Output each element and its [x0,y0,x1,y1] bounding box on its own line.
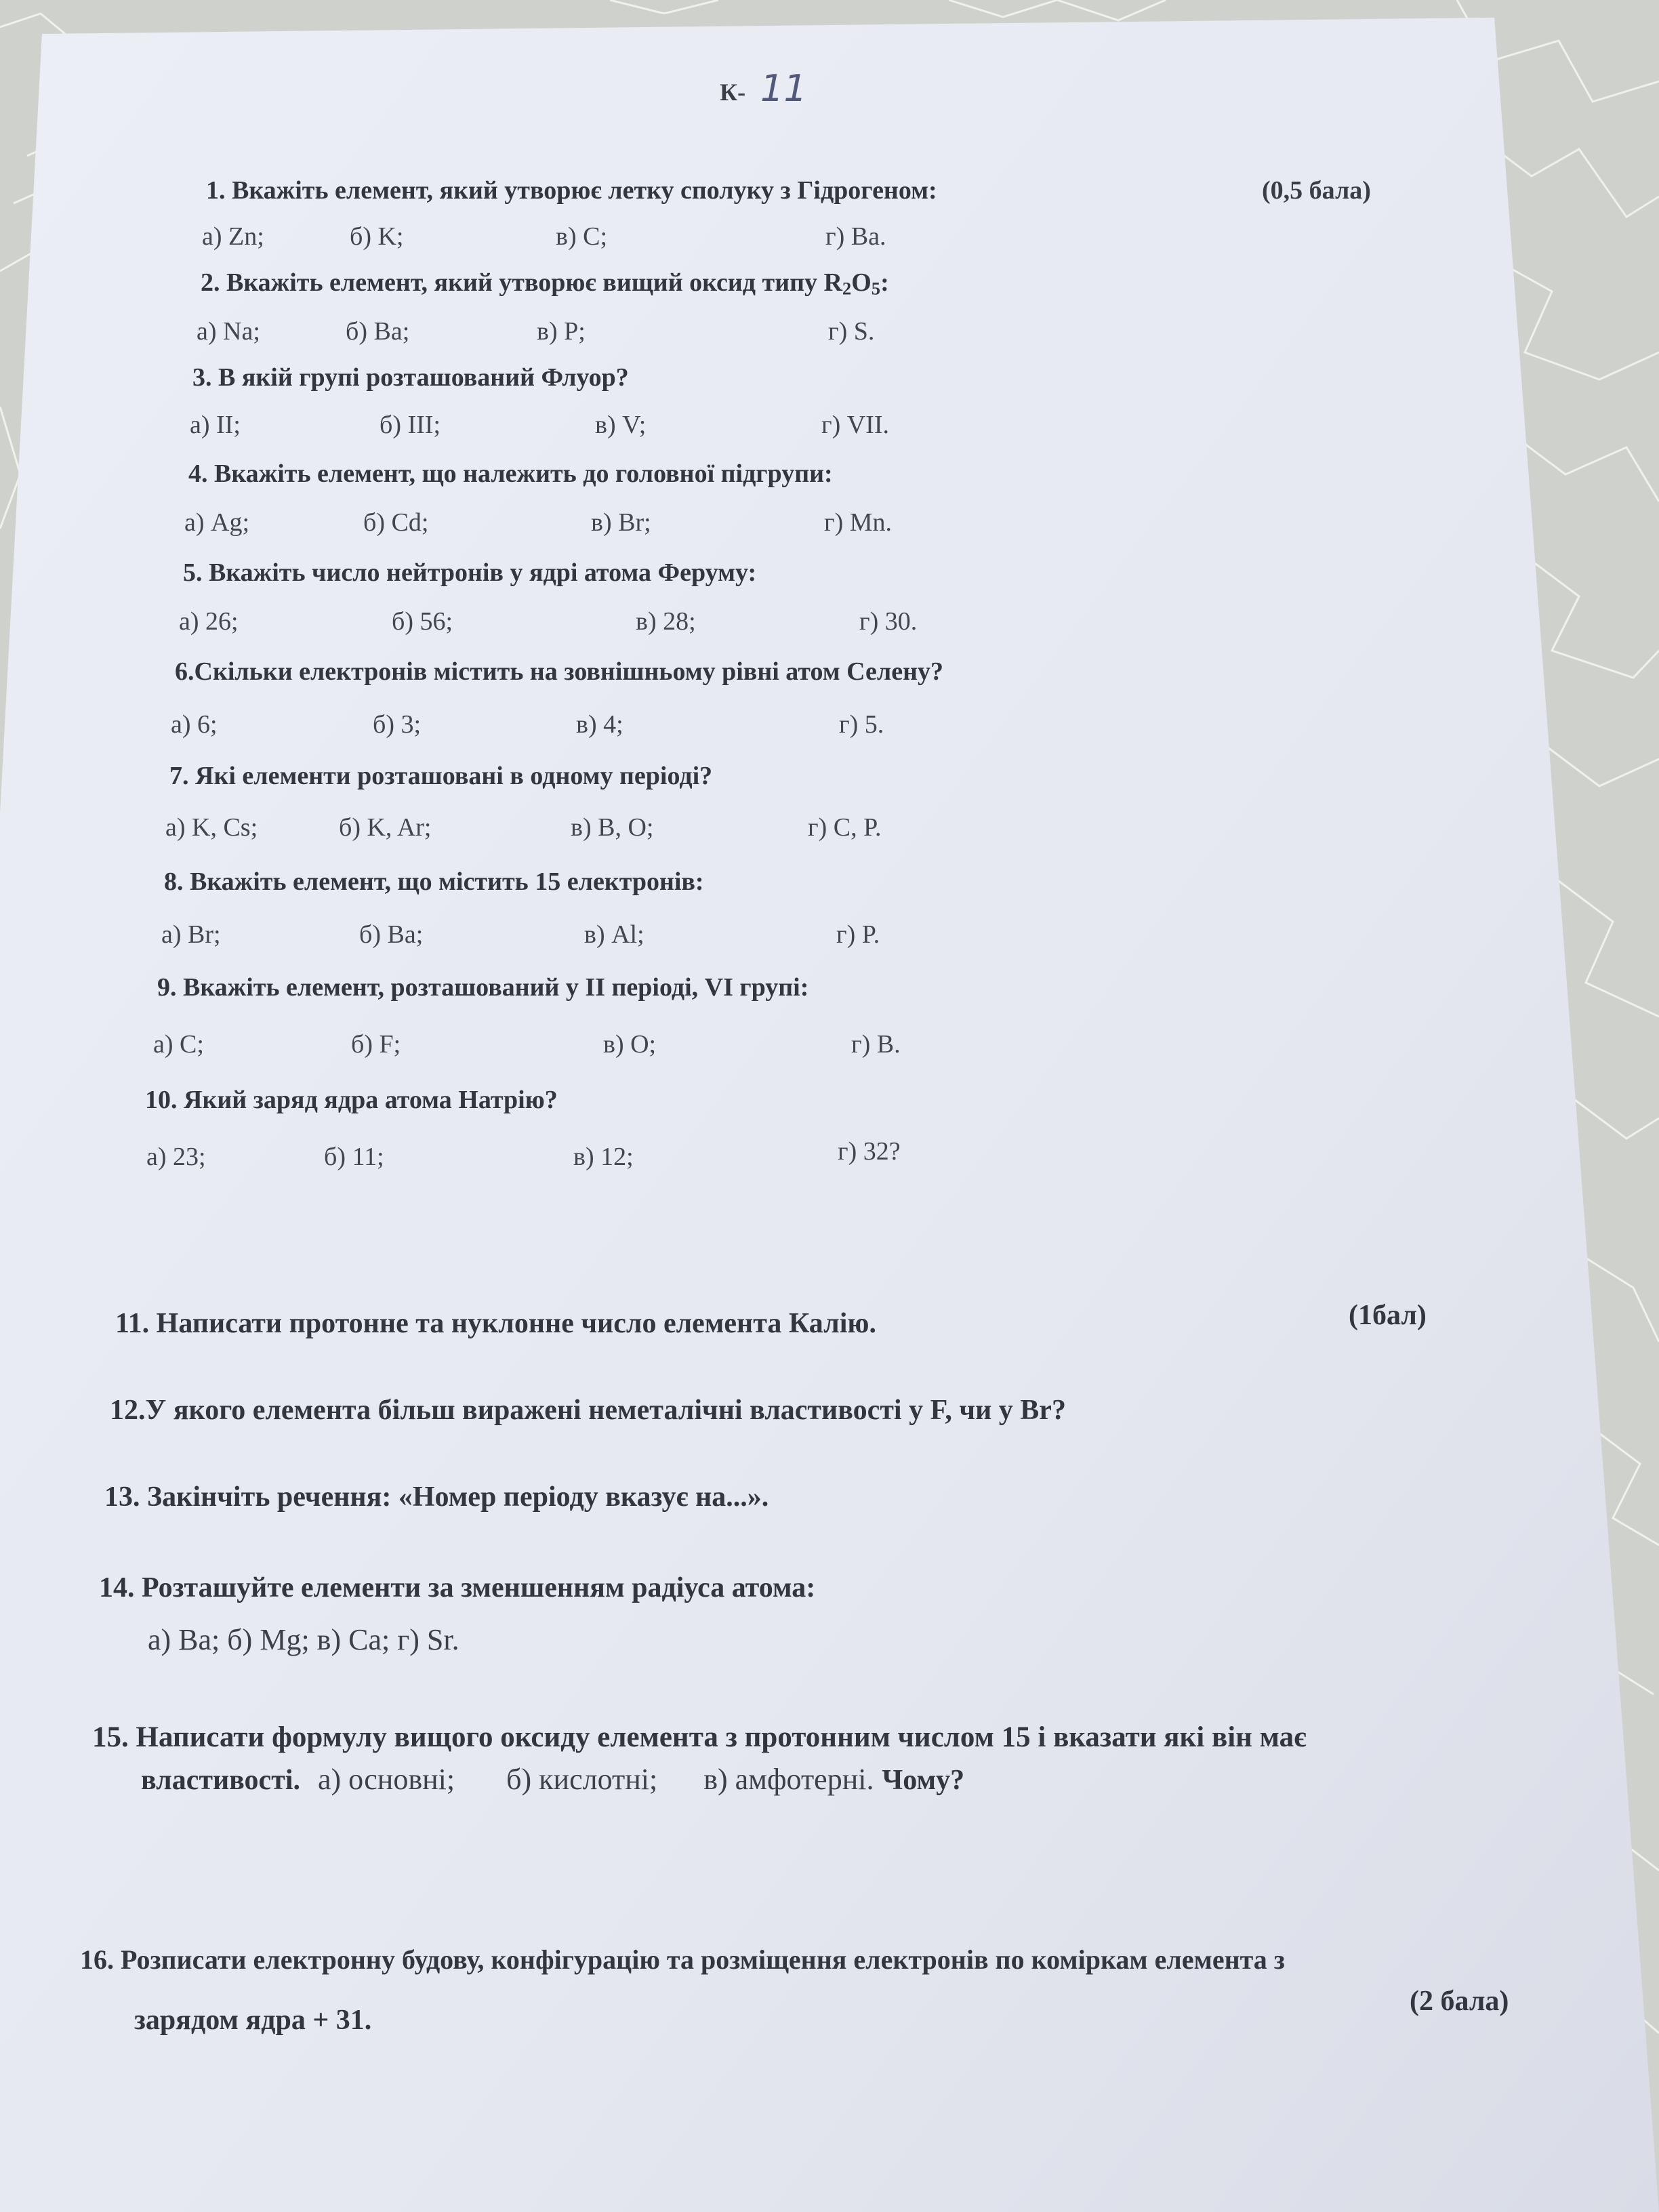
question-2 [201,270,889,298]
q7-option-a: а) K, Cs; [165,813,258,842]
question-13: 13. Закінчіть речення: «Номер періоду вказує на...». [104,1481,769,1513]
question-8: 8. Вкажіть елемент, що містить 15 електронів: [164,867,704,896]
question-16-points: (2 бала) [1410,1986,1509,2017]
question-15-line-2 [141,1765,964,1795]
question-2-text: 2. Вкажіть елемент, який утворює вищий оксид типу R [201,268,842,297]
question-16-line-2: зарядом ядра + 31. [134,2005,372,2036]
question-11-points: (1бал) [1349,1300,1427,1331]
q2-option-d: г) S. [828,317,875,346]
q5-option-a: а) 26; [179,607,239,636]
q1-option-c: в) C; [556,222,607,251]
question-16-line-1: 16. Розписати електронну будову, конфігурацію та розміщення електронів по коміркам елемента з [80,1944,1285,1975]
q2-option-b: б) Ba; [346,317,410,346]
question-1-points: (0,5 бала) [1262,176,1371,205]
question-14: 14. Розташуйте елементи за зменшенням радіуса атома: [99,1572,816,1603]
q8-option-d: г) P. [836,920,880,949]
q9-option-b: б) F; [351,1030,401,1059]
question-2-mid: O [851,268,872,297]
q2-option-a: а) Na; [197,317,260,346]
question-1: 1. Вкажіть елемент, який утворює летку сполуку з Гідрогеном: [206,176,937,205]
question-3: 3. В якій групі розташований Флуор? [192,363,629,392]
q10-option-b: б) 11; [324,1143,384,1171]
header-handwritten-number: 11 [760,67,807,110]
question-4: 4. Вкажіть елемент, що належить до головної підгрупи: [188,459,833,488]
q4-option-c: в) Br; [591,508,651,537]
question-7: 7. Які елементи розташовані в одному періоді? [169,762,713,790]
question-11: 11. Написати протонне та нуклонне число елемента Калію. [115,1308,876,1339]
question-14-options: а) Ba; б) Mg; в) Ca; г) Sr. [148,1623,459,1656]
q10-option-d: г) 32? [838,1137,901,1166]
q9-option-c: в) O; [603,1030,657,1059]
question-9: 9. Вкажіть елемент, розташований у II періоді, VI групі: [157,973,809,1002]
question-10: 10. Який заряд ядра атома Натрію? [145,1086,558,1114]
q4-option-b: б) Cd; [363,508,429,537]
q8-option-b: б) Ba; [359,920,424,949]
q3-option-d: г) VII. [821,411,889,439]
q6-option-a: а) 6; [171,710,218,739]
q4-option-d: г) Mn. [824,508,893,537]
q9-option-a: а) C; [153,1030,204,1059]
question-12: 12.У якого елемента більш виражені неметалічні властивості у F, чи у Br? [110,1395,1066,1426]
question-15-why: Чому? [882,1765,965,1796]
q6-option-b: б) 3; [373,710,422,739]
question-15-line-1: 15. Написати формулу вищого оксиду елемента з протонним числом 15 і вказати які він має [92,1721,1307,1753]
q7-option-c: в) B, O; [571,813,654,842]
q6-option-c: в) 4; [576,710,623,739]
q4-option-a: а) Ag; [184,508,250,537]
q1-option-a: а) Zn; [202,222,264,251]
q8-option-a: а) Br; [161,920,221,949]
question-15-properties-word: властивості. [141,1765,300,1796]
question-15-option-a: а) основні; [318,1763,455,1796]
q10-option-a: а) 23; [146,1143,206,1171]
q1-option-b: б) K; [350,222,404,251]
q3-option-a: а) II; [190,411,241,439]
question-2-sub-2: 5 [871,278,881,299]
q10-option-c: в) 12; [573,1143,634,1171]
question-2-end: : [880,268,889,297]
q9-option-d: г) B. [851,1030,901,1059]
q2-option-c: в) P; [537,317,586,346]
header-prefix: К- [720,79,746,106]
q1-option-d: г) Ba. [825,222,886,251]
q3-option-c: в) V; [595,411,647,439]
question-15-option-c: в) амфотерні. [703,1763,874,1796]
q6-option-d: г) 5. [839,710,884,739]
question-6: 6.Скільки електронів містить на зовнішньому рівні атом Селену? [175,657,943,686]
q7-option-d: г) C, P. [808,813,882,842]
question-15-option-b: б) кислотні; [506,1763,658,1796]
question-5: 5. Вкажіть число нейтронів у ядрі атома Феруму: [183,558,757,587]
q7-option-b: б) K, Ar; [339,813,432,842]
q5-option-b: б) 56; [392,607,453,636]
q3-option-b: б) III; [380,411,441,439]
q5-option-c: в) 28; [636,607,696,636]
q8-option-c: в) Al; [584,920,644,949]
q5-option-d: г) 30. [859,607,918,636]
question-2-sub-1: 2 [842,278,852,299]
